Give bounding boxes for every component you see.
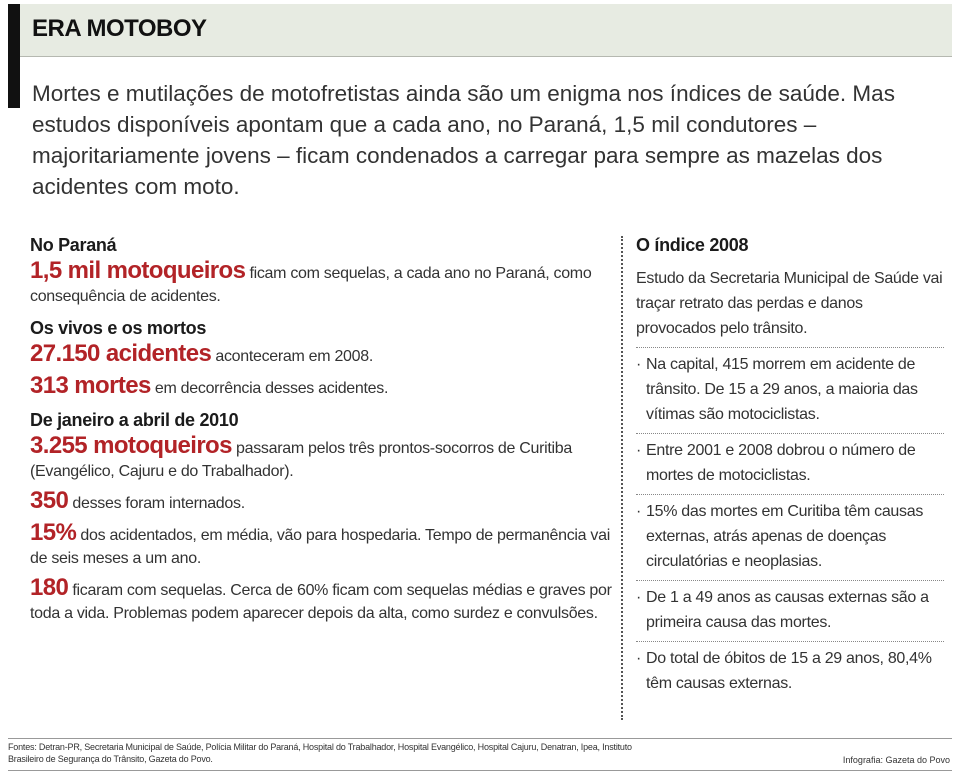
stat-text: ficam com sequelas, a cada ano no Paraná, como consequência de acidentes. bbox=[30, 265, 592, 305]
stat-item bbox=[30, 374, 615, 400]
column-divider bbox=[621, 236, 623, 720]
left-column bbox=[30, 234, 615, 631]
stat-highlight: 15% bbox=[30, 519, 77, 546]
section-heading-indice: O índice 2008 bbox=[636, 235, 749, 255]
stat-highlight: 350 bbox=[30, 487, 69, 514]
stat-item bbox=[30, 521, 615, 570]
bottom-divider bbox=[8, 770, 952, 771]
stat-text: ficaram com sequelas. Cerca de 60% ficam com sequelas médias e graves por toda a vida. Problemas podem aparecer depois da alta, como surdez e convulsões. bbox=[30, 582, 612, 622]
stat-text: em decorrência desses acidentes. bbox=[150, 380, 389, 397]
stat-text: dos acidentados, em média, vão para hospedaria. Tempo de permanência vai de seis meses a um ano. bbox=[30, 527, 610, 567]
bullet-text: Na capital, 415 morrem em acidente de trânsito. De 15 a 29 anos, a maioria das vítimas são motociclistas. bbox=[646, 356, 918, 423]
section-parana bbox=[30, 234, 615, 308]
bullet-item bbox=[636, 433, 944, 488]
stat-item bbox=[30, 489, 615, 515]
stat-highlight: 180 bbox=[30, 574, 69, 601]
page-title: ERA MOTOBOY bbox=[32, 15, 207, 42]
title-accent-bar bbox=[8, 4, 20, 108]
sources-text: Fontes: Detran-PR, Secretaria Municipal de Saúde, Polícia Militar do Paraná, Hospital do Trabalhador, Hospital Evangélico, Hospital Cajuru, Denatran, Ipea, Instituto Brasileiro de Segurança do Trânsito, Gazeta do Povo. bbox=[8, 742, 632, 764]
stat-item bbox=[30, 342, 615, 368]
section-janeiro-abril bbox=[30, 409, 615, 625]
right-column bbox=[636, 234, 944, 702]
bullet-text: Entre 2001 e 2008 dobrou o número de mortes de motociclistas. bbox=[646, 442, 916, 484]
section-heading: No Paraná bbox=[30, 235, 117, 255]
footer-divider bbox=[8, 738, 952, 739]
section-heading: Os vivos e os mortos bbox=[30, 318, 207, 338]
bullet-item bbox=[636, 641, 944, 696]
stat-highlight: 27.150 acidentes bbox=[30, 340, 212, 367]
bullet-dot-icon: · bbox=[636, 442, 642, 459]
bullet-item bbox=[636, 580, 944, 635]
bullet-item bbox=[636, 494, 944, 574]
intro-paragraph: Mortes e mutilações de motofretistas ainda são um enigma nos índices de saúde. Mas estudos disponíveis apontam que a cada ano, no Paraná, 1,5 mil condutores – majoritariamente jovens – ficam condenados a carregar para sempre as mazelas dos acidentes com moto. bbox=[32, 81, 895, 199]
stat-text: desses foram internados. bbox=[68, 495, 245, 512]
right-intro-text: Estudo da Secretaria Municipal de Saúde vai traçar retrato das perdas e danos provocados pelo trânsito. bbox=[636, 270, 943, 337]
bullet-dot-icon: · bbox=[636, 589, 642, 606]
stat-item bbox=[30, 576, 615, 625]
bullet-dot-icon: · bbox=[636, 356, 642, 373]
bullet-text: Do total de óbitos de 15 a 29 anos, 80,4% têm causas externas. bbox=[646, 650, 932, 692]
credit-text: Infografia: Gazeta do Povo bbox=[842, 755, 950, 765]
stat-item bbox=[30, 259, 615, 308]
stat-item bbox=[30, 434, 615, 483]
bullet-dot-icon: · bbox=[636, 503, 642, 520]
stat-highlight: 1,5 mil motoqueiros bbox=[30, 257, 246, 284]
stat-text: aconteceram em 2008. bbox=[211, 348, 373, 365]
bullet-item bbox=[636, 347, 944, 427]
bullet-dot-icon: · bbox=[636, 650, 642, 667]
stat-highlight: 3.255 motoqueiros bbox=[30, 432, 232, 459]
section-heading: De janeiro a abril de 2010 bbox=[30, 410, 239, 430]
stat-text: passaram pelos três prontos-socorros de Curitiba (Evangélico, Cajuru e do Trabalhador). bbox=[30, 440, 572, 480]
stat-highlight: 313 mortes bbox=[30, 372, 151, 399]
bullet-text: De 1 a 49 anos as causas externas são a primeira causa das mortes. bbox=[646, 589, 929, 631]
bullet-text: 15% das mortes em Curitiba têm causas externas, atrás apenas de doenças circulatórias e neoplasias. bbox=[646, 503, 924, 570]
section-vivos-mortos bbox=[30, 317, 615, 400]
